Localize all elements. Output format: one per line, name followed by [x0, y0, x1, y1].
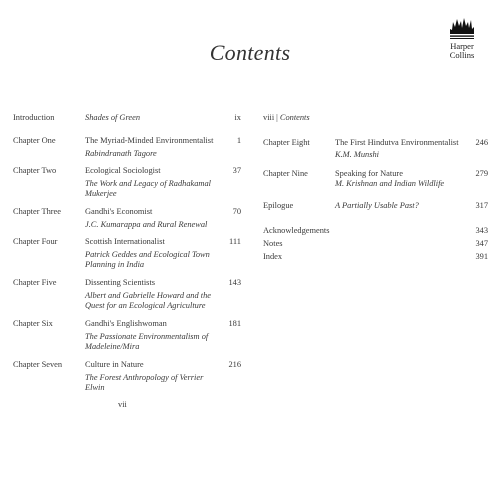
toc-page-number: 143 — [228, 278, 241, 287]
back-matter-label: Notes — [263, 238, 283, 248]
running-head-page: viii — [263, 113, 275, 122]
toc-entry-title: The Myriad-Minded Environmentalist — [85, 136, 214, 145]
flame-icon — [449, 16, 475, 40]
back-matter-entry — [263, 226, 488, 239]
publisher-logo — [442, 16, 482, 60]
toc-entry-subtitle: The Work and Legacy of Radhakamal Mukerjee — [85, 178, 211, 198]
toc-chapter-label: Chapter Seven — [13, 360, 63, 369]
toc-chapter-label: Chapter Nine — [263, 168, 308, 178]
toc-entry-title: Shades of Green — [85, 113, 141, 122]
toc-entry — [263, 201, 488, 226]
toc-entry — [13, 136, 241, 166]
toc-entry — [263, 138, 488, 169]
toc-entry-subtitle: Patrick Geddes and Ecological Town Planning in India — [85, 249, 210, 269]
toc-entry-title: The First Hindutva Environmentalist — [335, 137, 459, 147]
page-title: Contents — [209, 40, 291, 65]
running-head: viii | Contents — [263, 113, 310, 122]
contents-left-page — [13, 113, 241, 390]
toc-entry — [263, 169, 488, 201]
toc-entry-title: Speaking for Nature — [335, 168, 403, 178]
toc-chapter-label: Chapter Four — [13, 237, 58, 246]
toc-chapter-label: Chapter Three — [13, 207, 61, 216]
toc-entry — [13, 278, 241, 319]
toc-entry-title: Scottish Internationalist — [85, 237, 165, 246]
toc-page-number: 343 — [475, 225, 488, 235]
toc-entry-title: Dissenting Scientists — [85, 278, 156, 287]
toc-entry-subtitle: The Forest Anthropology of Verrier Elwin — [85, 372, 204, 392]
publisher-name-line2: Collins — [449, 50, 475, 60]
back-matter-entry — [263, 252, 488, 265]
contents-right-page — [263, 113, 488, 265]
toc-chapter-label: Chapter Two — [13, 166, 57, 175]
toc-chapter-label: Chapter Six — [13, 319, 53, 328]
toc-page-number: 70 — [232, 207, 241, 216]
toc-page-number: 111 — [229, 237, 241, 246]
toc-entry-subtitle: Rabindranath Tagore — [85, 148, 157, 158]
toc-entry-subtitle: M. Krishnan and Indian Wildlife — [335, 179, 445, 188]
publisher-name-line1: Harper — [450, 41, 474, 51]
toc-entry-title: Ecological Sociologist — [85, 166, 161, 175]
toc-entry — [13, 207, 241, 237]
toc-page-number: 279 — [475, 168, 488, 178]
toc-entry-title: Culture in Nature — [85, 360, 144, 369]
toc-chapter-label: Chapter Five — [13, 278, 57, 287]
toc-entry — [13, 360, 241, 390]
toc-page-number: 391 — [475, 251, 488, 261]
toc-page-number: 216 — [228, 360, 241, 369]
toc-entry — [13, 319, 241, 360]
back-matter-label: Acknowledgements — [263, 225, 330, 235]
toc-page-number: 246 — [475, 137, 488, 147]
toc-chapter-label: Chapter One — [13, 136, 56, 145]
toc-entry-subtitle: Albert and Gabrielle Howard and the Quest for an Ecological Agriculture — [85, 290, 212, 310]
toc-page-number: 1 — [236, 136, 241, 145]
toc-entry-subtitle: The Passionate Environmentalism of Madeleine/Mira — [85, 331, 209, 351]
toc-entry — [13, 166, 241, 207]
toc-entry-subtitle: J.C. Kumarappa and Rural Renewal — [85, 219, 208, 229]
toc-chapter-label: Epilogue — [263, 200, 294, 210]
toc-chapter-label: Introduction — [13, 113, 55, 122]
back-matter-entry — [263, 239, 488, 252]
toc-entry-title: Gandhi's Englishwoman — [85, 319, 167, 328]
toc-page-number: 37 — [232, 166, 241, 175]
running-head-label: Contents — [279, 113, 310, 122]
toc-entry-subtitle: K.M. Munshi — [335, 150, 379, 159]
toc-entry-title: Gandhi's Economist — [85, 207, 153, 216]
toc-entry-title: A Partially Usable Past? — [335, 200, 419, 210]
toc-page-number: 347 — [475, 238, 488, 248]
toc-page-number: 317 — [475, 200, 488, 210]
toc-page-number: 181 — [228, 319, 241, 328]
toc-page-number: ix — [234, 113, 241, 122]
toc-entry — [13, 113, 241, 136]
toc-chapter-label: Chapter Eight — [263, 137, 310, 147]
back-matter-label: Index — [263, 251, 283, 261]
toc-entry — [13, 237, 241, 278]
left-page-number: vii — [118, 400, 127, 409]
